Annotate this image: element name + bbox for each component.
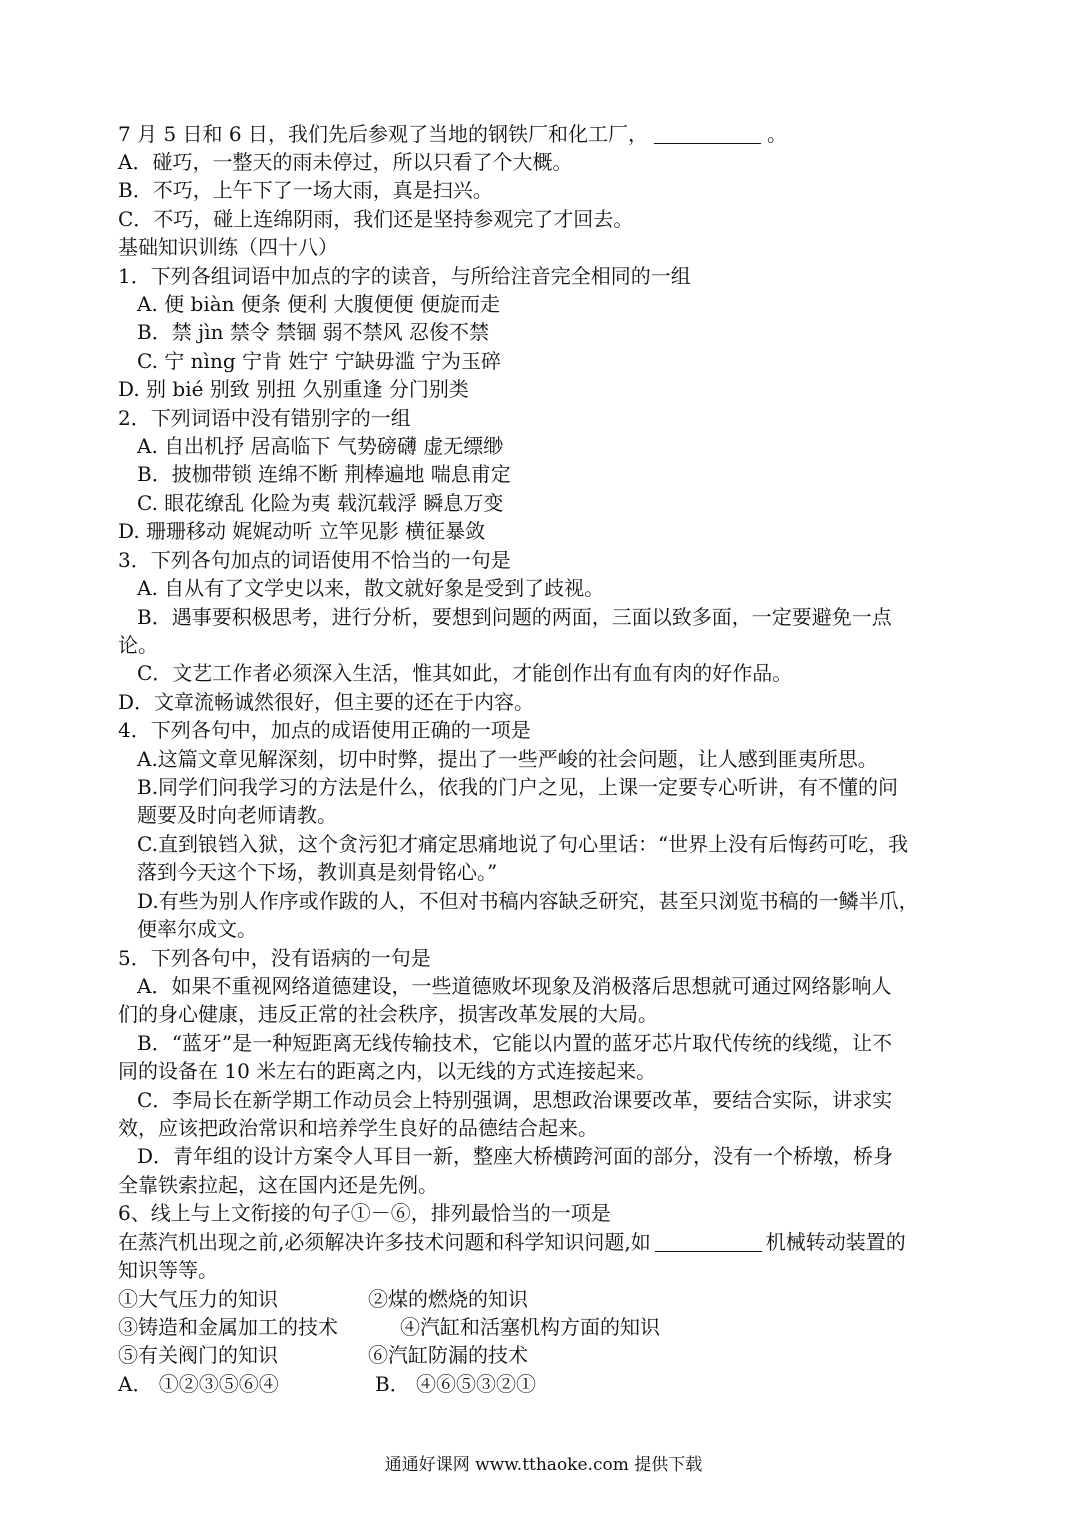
q2-option-c: C. 眼花缭乱 化险为夷 载沉载浮 瞬息万变 bbox=[137, 491, 504, 515]
option-b: B．不巧，上午下了一场大雨，真是扫兴。 bbox=[118, 178, 493, 202]
q6-option-a: A． ①②③⑤⑥④ bbox=[118, 1372, 279, 1396]
q6-items-row-1 bbox=[118, 1285, 978, 1313]
line-text: 机械转动装置的 bbox=[765, 1230, 906, 1254]
section-title: 基础知识训练（四十八） bbox=[118, 235, 338, 259]
q5-option-c-cont: 效，应该把政治常识和培养学生良好的品德结合起来。 bbox=[118, 1116, 598, 1140]
q1-option-b: B．禁 jìn 禁令 禁锢 弱不禁风 忍俊不禁 bbox=[137, 320, 489, 344]
answer-blank bbox=[654, 123, 761, 144]
option-a: A．碰巧，一整天的雨未停过，所以只看了个大概。 bbox=[118, 150, 573, 174]
q3-option-b-cont: 论。 bbox=[118, 633, 158, 657]
text-line bbox=[118, 120, 978, 148]
q6-item-3: ③铸造和金属加工的技术 bbox=[118, 1315, 338, 1339]
q4-option-c: C.直到锒铛入狱，这个贪污犯才痛定思痛地说了句心里话：“世界上没有后悔药可吃，我 bbox=[137, 832, 909, 856]
q1-option-c: C. 宁 nìng 宁肯 姓宁 宁缺毋滥 宁为玉碎 bbox=[137, 349, 502, 373]
line-text: 7 月 5 日和 6 日，我们先后参观了当地的钢铁厂和化工厂， bbox=[118, 122, 648, 146]
q4-option-b: B.同学们问我学习的方法是什么，依我的门户之见，上课一定要专心听讲，有不懂的问 bbox=[137, 775, 899, 799]
q1-option-a: A. 便 biàn 便条 便利 大腹便便 便旋而走 bbox=[137, 292, 500, 316]
q1-option-d: D. 别 bié 别致 别扭 久别重逢 分门别类 bbox=[118, 377, 469, 401]
q5-option-a: A．如果不重视网络道德建设，一些道德败坏现象及消极落后思想就可通过网络影响人 bbox=[137, 974, 892, 998]
answer-blank bbox=[655, 1231, 762, 1252]
question-2: 2．下列词语中没有错别字的一组 bbox=[118, 406, 411, 430]
question-3: 3．下列各句加点的词语使用不恰当的一句是 bbox=[118, 548, 511, 572]
q2-option-b: B．披枷带锁 连绵不断 荆棒遍地 喘息甫定 bbox=[137, 462, 511, 486]
q5-option-b-cont: 同的设备在 10 米左右的距离之内，以无线的方式连接起来。 bbox=[118, 1059, 657, 1083]
q6-stem-cont: 知识等等。 bbox=[118, 1258, 218, 1282]
q4-option-d: D.有些为别人作序或作跋的人，不但对书稿内容缺乏研究，甚至只浏览书稿的一鳞半爪， bbox=[137, 889, 919, 913]
q6-item-2: ②煤的燃烧的知识 bbox=[368, 1287, 528, 1311]
q5-option-b: B．“蓝牙”是一种短距离无线传输技术，它能以内置的蓝牙芯片取代传统的线缆，让不 bbox=[137, 1031, 893, 1055]
q3-option-a: A. 自从有了文学史以来，散文就好象是受到了歧视。 bbox=[137, 576, 605, 600]
q6-item-5: ⑤有关阀门的知识 bbox=[118, 1343, 278, 1367]
q4-option-b-cont: 题要及时向老师请教。 bbox=[137, 803, 337, 827]
q6-items-row-3 bbox=[118, 1341, 978, 1369]
q3-option-c: C．文艺工作者必须深入生活，惟其如此，才能创作出有血有肉的好作品。 bbox=[137, 661, 793, 685]
question-4: 4．下列各句中，加点的成语使用正确的一项是 bbox=[118, 718, 531, 742]
line-text: 在蒸汽机出现之前,必须解决许多技术问题和科学知识问题,如 bbox=[118, 1230, 651, 1254]
q5-option-d-cont: 全靠铁索拉起，这在国内还是先例。 bbox=[118, 1173, 438, 1197]
q2-option-d: D. 珊珊移动 娓娓动听 立竿见影 横征暴敛 bbox=[118, 519, 486, 543]
option-c: C．不巧，碰上连绵阴雨，我们还是坚持参观完了才回去。 bbox=[118, 207, 634, 231]
q6-options-row bbox=[118, 1370, 978, 1398]
line-text: 。 bbox=[766, 122, 787, 146]
q5-option-a-cont: 们的身心健康，违反正常的社会秩序，损害改革发展的大局。 bbox=[118, 1002, 658, 1026]
question-6: 6、线上与上文衔接的句子①－⑥，排列最恰当的一项是 bbox=[118, 1201, 611, 1225]
q3-option-d: D．文章流畅诚然很好，但主要的还在于内容。 bbox=[118, 690, 535, 714]
q6-item-6: ⑥汽缸防漏的技术 bbox=[368, 1343, 528, 1367]
q5-option-c: C．李局长在新学期工作动员会上特别强调，思想政治课要改革，要结合实际，讲求实 bbox=[137, 1088, 893, 1112]
q4-option-a: A.这篇文章见解深刻，切中时弊，提出了一些严峻的社会问题，让人感到匪夷所思。 bbox=[137, 747, 878, 771]
q5-option-d: D．青年组的设计方案令人耳目一新，整座大桥横跨河面的部分，没有一个桥墩，桥身 bbox=[137, 1144, 894, 1168]
page-footer: 通通好课网 www.tthaoke.com 提供下载 bbox=[384, 1455, 703, 1475]
q4-option-c-cont: 落到今天这个下场，教训真是刻骨铭心。” bbox=[137, 860, 498, 884]
q3-option-b: B．遇事要积极思考，进行分析，要想到问题的两面，三面以致多面，一定要避免一点 bbox=[137, 605, 892, 629]
q2-option-a: A. 自出机抒 居高临下 气势磅礴 虚无缥缈 bbox=[137, 434, 504, 458]
q4-option-d-cont: 便率尔成文。 bbox=[137, 917, 257, 941]
question-1: 1．下列各组词语中加点的字的读音，与所给注音完全相同的一组 bbox=[118, 264, 691, 288]
q6-option-b: B． ④⑥⑤③②① bbox=[375, 1372, 537, 1396]
q6-stem bbox=[118, 1228, 978, 1256]
q6-item-1: ①大气压力的知识 bbox=[118, 1287, 278, 1311]
q6-item-4: ④汽缸和活塞机构方面的知识 bbox=[400, 1315, 660, 1339]
question-5: 5．下列各句中，没有语病的一句是 bbox=[118, 946, 431, 970]
q6-items-row-2 bbox=[118, 1313, 978, 1341]
